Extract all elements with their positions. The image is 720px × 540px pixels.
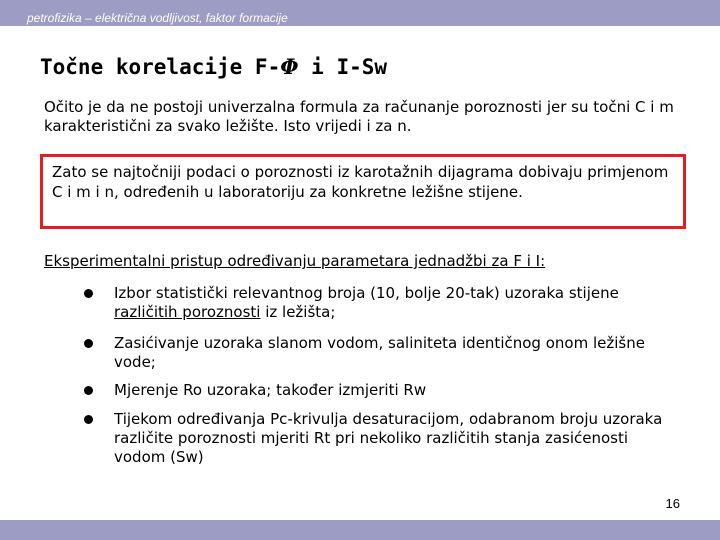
header-bar xyxy=(0,0,720,26)
title-prefix: Točne korelacije F- xyxy=(40,55,281,79)
bullet-icon xyxy=(84,289,93,298)
highlight-box xyxy=(40,154,686,229)
intro-paragraph: Očito je da ne postoji univerzalna formula za računanje poroznosti jer su točni C i m karakteristični za svako ležište. Isto vrijedi i za n. xyxy=(44,98,674,135)
bullet-icon xyxy=(84,386,93,395)
header-breadcrumb: petrofizika – električna vodljivost, faktor formacije xyxy=(27,11,288,25)
list-item-text: Zasićivanje uzoraka slanom vodom, saliniteta identičnog onom ležišne vode; xyxy=(114,334,645,371)
title-suffix: i I-Sw xyxy=(298,55,388,79)
bullet-icon xyxy=(84,339,93,348)
bullet-icon xyxy=(84,415,93,424)
footer-bar xyxy=(0,520,720,540)
section-heading: Eksperimentalni pristup određivanju parametara jednadžbi za F i I: xyxy=(44,252,546,270)
slide-title xyxy=(40,53,387,81)
list-item-text: Tijekom određivanja Pc-krivulja desaturacijom, odabranom broju uzoraka različite poroznosti mjeriti Rt pri nekoliko različitih stanja zasićenosti vodom (Sw) xyxy=(114,410,663,466)
page-number: 16 xyxy=(665,496,680,511)
list-item-text xyxy=(114,284,684,322)
list-item-text-part: Izbor statistički relevantnog broja (10, bolje 20-tak) uzoraka stijene xyxy=(114,284,619,302)
list-item-underlined: različitih poroznosti xyxy=(114,303,261,321)
list-item-text: Mjerenje Ro uzoraka; također izmjeriti Rw xyxy=(114,381,427,399)
list-item-text-part: iz ležišta; xyxy=(260,303,336,321)
highlight-text: Zato se najtočniji podaci o poroznosti iz karotažnih dijagrama dobivaju primjenom C i m i n, određenih u laboratoriju za konkretne ležišne stijene. xyxy=(52,163,669,201)
title-phi: Φ xyxy=(280,54,299,79)
